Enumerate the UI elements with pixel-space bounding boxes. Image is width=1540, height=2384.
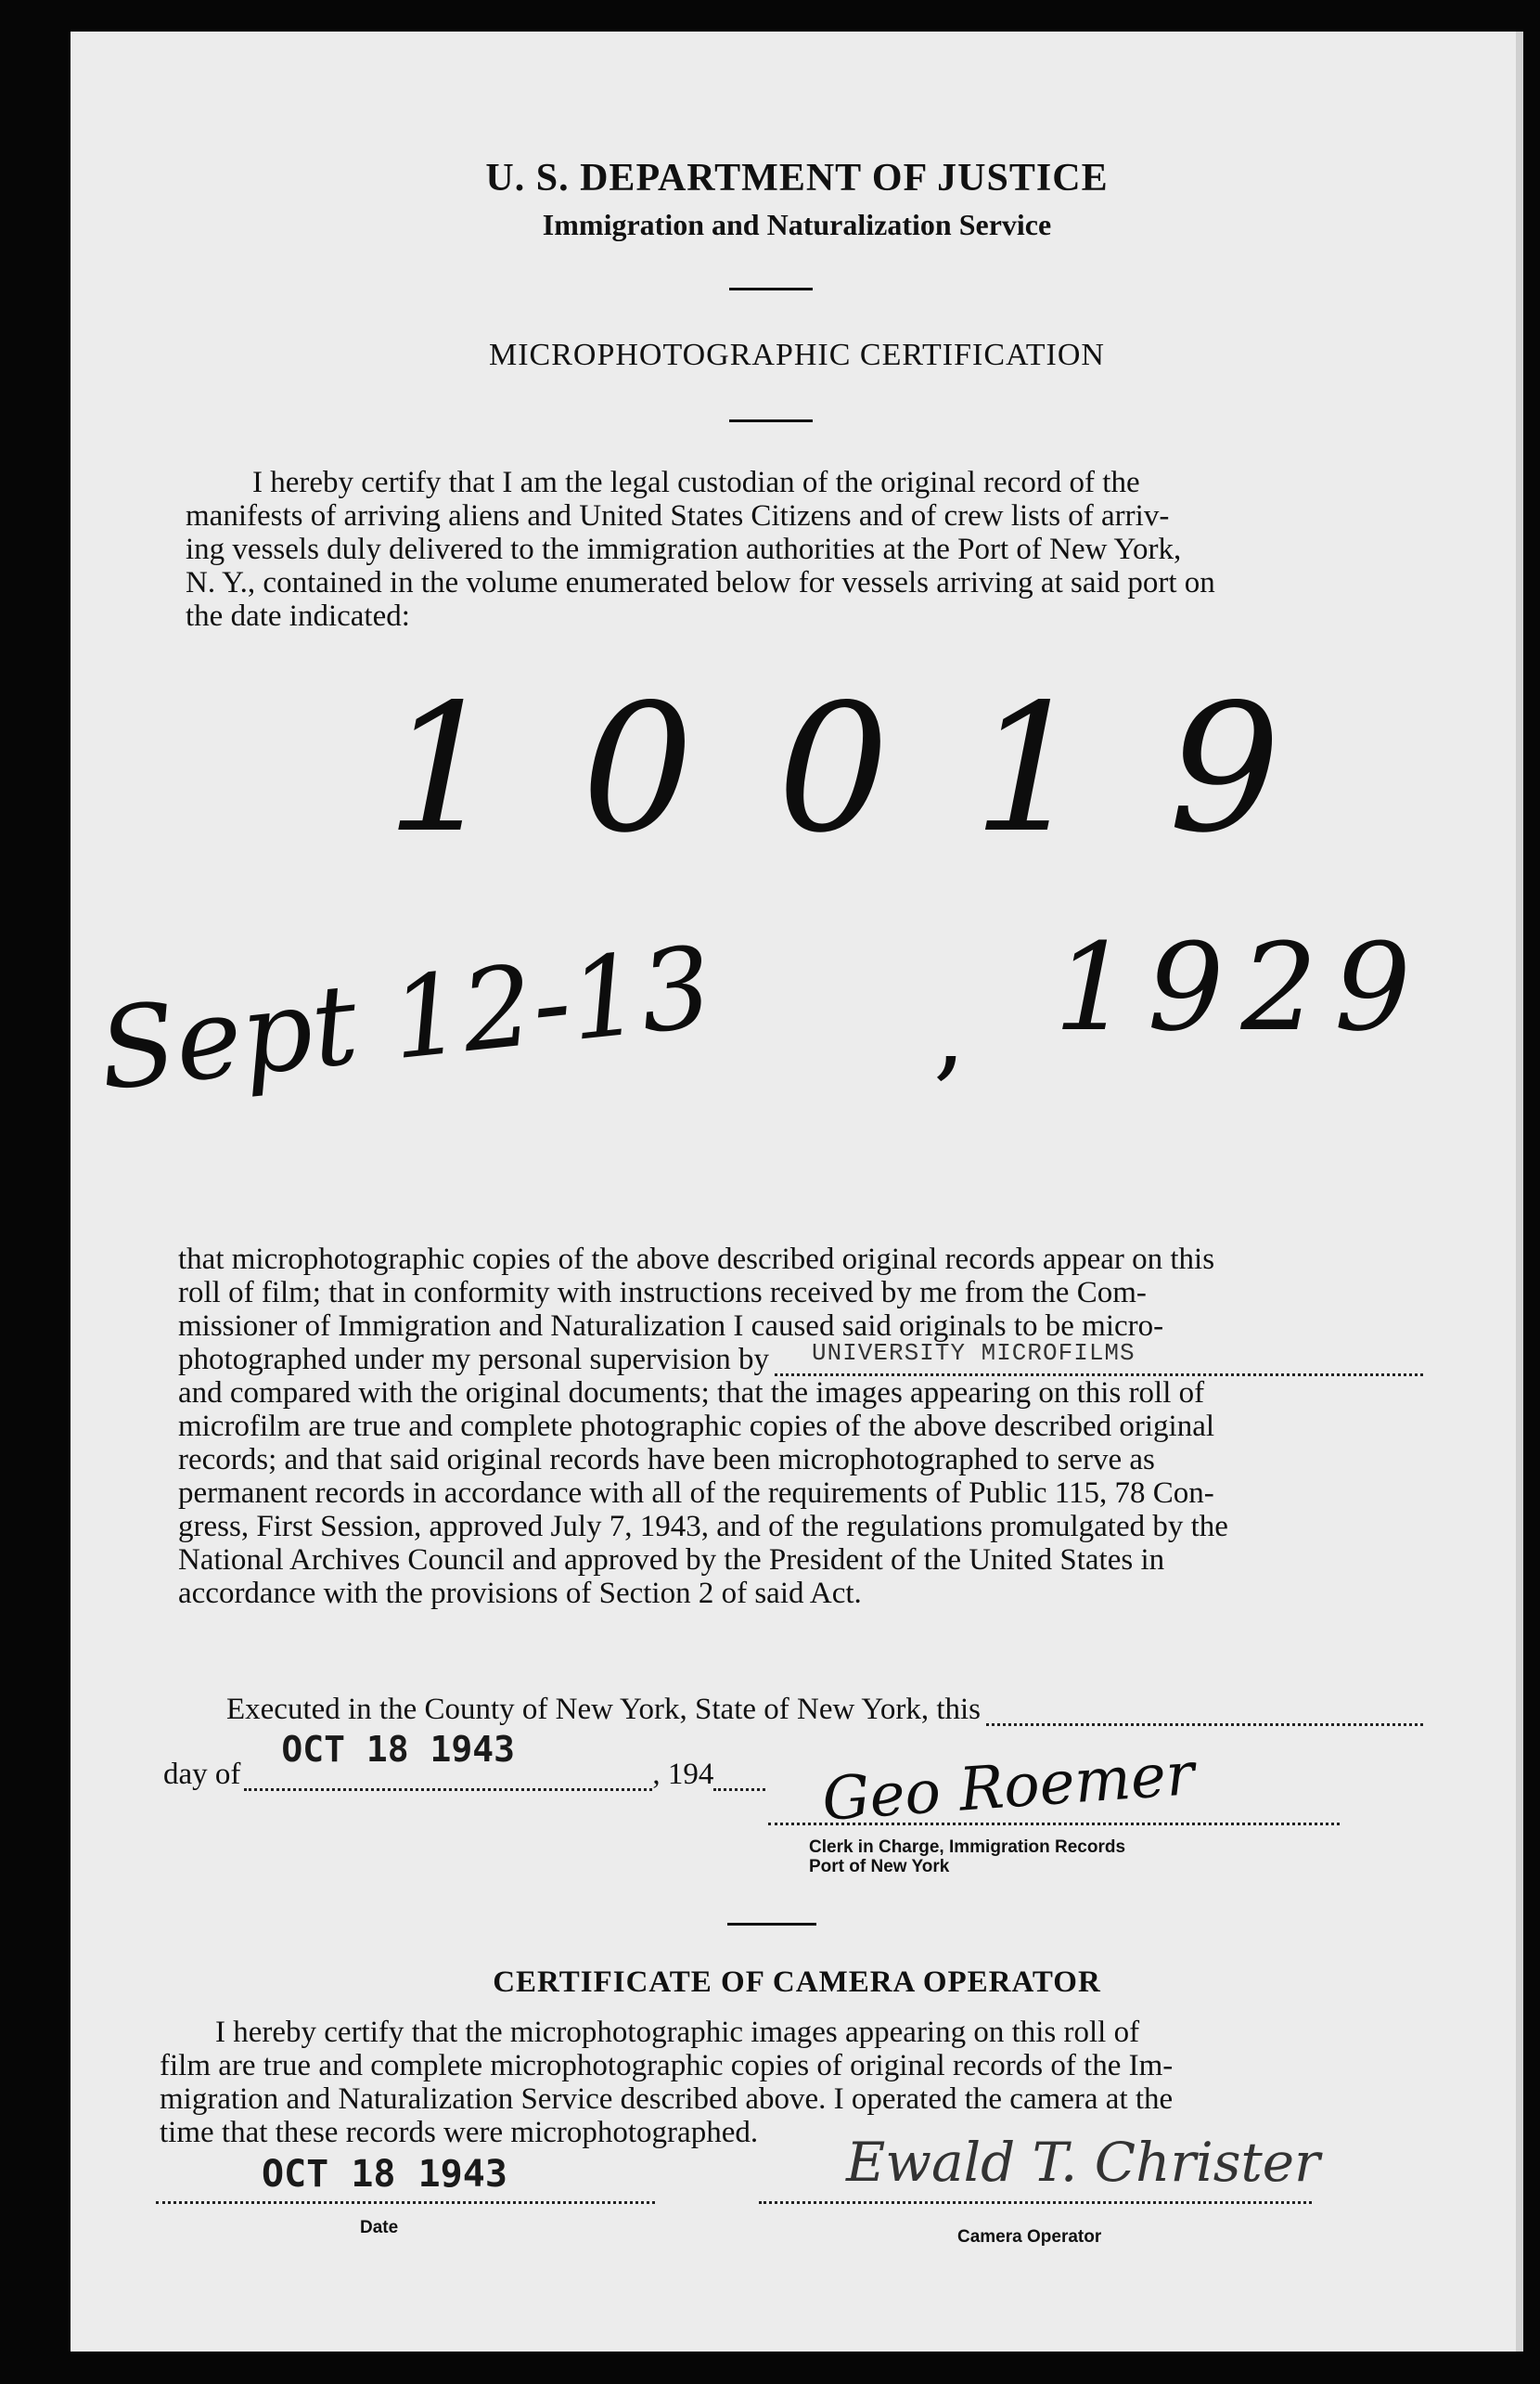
cert-line: accordance with the provisions of Section 2 of said Act. xyxy=(178,1577,862,1610)
operator-line: film are true and complete microphotographic copies of original records of the Im- xyxy=(160,2049,1174,2082)
month-field xyxy=(244,1729,652,1791)
comma-mark: , xyxy=(933,973,966,1091)
cert-line: that microphotographic copies of the above described original records appear on this xyxy=(178,1243,1215,1276)
supervisor-name: UNIVERSITY MICROFILMS xyxy=(811,1339,1136,1367)
operator-line: I hereby certify that the microphotographic images appearing on this roll of xyxy=(215,2016,1140,2049)
cert-line: missioner of Immigration and Naturalization I caused said originals to be micro- xyxy=(178,1309,1164,1343)
divider xyxy=(729,288,813,290)
statement-line: I hereby certify that I am the legal custodian of the original record of the xyxy=(252,466,1140,499)
statement-line: manifests of arriving aliens and United States Citizens and of crew lists of arriv- xyxy=(186,499,1170,533)
handwritten-dates: Sept 12-13 xyxy=(93,922,718,1116)
day-of-label: day of xyxy=(163,1758,241,1791)
day-of-line xyxy=(163,1729,868,1791)
year-suffix: , 194 xyxy=(652,1758,714,1791)
date-label: Date xyxy=(360,2218,399,2237)
supervision-line xyxy=(178,1339,1423,1376)
statement-line: the date indicated: xyxy=(186,599,410,633)
handwritten-year: 1929 xyxy=(1054,917,1428,1058)
form-title: MICROPHOTOGRAPHIC CERTIFICATION xyxy=(488,338,1105,372)
clerk-title-line: Port of New York xyxy=(809,1857,950,1876)
statement-line: N. Y., contained in the volume enumerated below for vessels arriving at said port on xyxy=(186,566,1215,599)
service-subheading: Immigration and Naturalization Service xyxy=(542,208,1052,241)
cert-line: microfilm are true and complete photographic copies of the above described original xyxy=(178,1410,1215,1443)
custodian-statement xyxy=(186,466,1444,633)
supervision-prefix: photographed under my personal supervision by xyxy=(178,1343,769,1376)
day-field xyxy=(986,1695,1423,1726)
signature-line xyxy=(768,1823,1340,1825)
cert-line: permanent records in accordance with all of the requirements of Public 115, 78 Con- xyxy=(178,1476,1214,1510)
cert-line: and compared with the original documents; that the images appearing on this roll of xyxy=(178,1376,1205,1410)
volume-number: 10019 xyxy=(386,666,1365,871)
divider xyxy=(729,419,813,422)
year-field xyxy=(713,1760,765,1791)
cert-line: gress, First Session, approved July 7, 1943, and of the regulations promulgated by the xyxy=(178,1510,1228,1543)
operator-line: migration and Naturalization Service described above. I operated the camera at the xyxy=(160,2082,1174,2116)
cert-line: roll of film; that in conformity with instructions received by me from the Com- xyxy=(178,1276,1147,1309)
certificate-page xyxy=(71,32,1523,2352)
clerk-title xyxy=(809,1837,1125,1876)
camera-operator-text xyxy=(160,2016,1403,2149)
statement-line: ing vessels duly delivered to the immigration authorities at the Port of New York, xyxy=(186,533,1182,566)
operator-signature-line xyxy=(759,2201,1312,2204)
cert-line: National Archives Council and approved by the President of the United States in xyxy=(178,1543,1165,1577)
date-line xyxy=(156,2201,655,2204)
operator-date-stamp: OCT 18 1943 xyxy=(262,2153,507,2196)
clerk-title-line: Clerk in Charge, Immigration Records xyxy=(809,1837,1126,1857)
operator-signature: Ewald T. Christer xyxy=(846,2131,1320,2194)
supervisor-field xyxy=(775,1339,1423,1376)
operator-label: Camera Operator xyxy=(957,2227,1102,2247)
operator-line: time that these records were microphotographed. xyxy=(160,2116,759,2149)
divider xyxy=(727,1923,816,1926)
clerk-signature: Geo Roemer xyxy=(819,1740,1197,1835)
executed-text: Executed in the County of New York, State of New York, this xyxy=(226,1693,982,1726)
date-stamp: OCT 18 1943 xyxy=(281,1729,516,1770)
cert-line: records; and that said original records have been microphotographed to serve as xyxy=(178,1443,1155,1476)
department-heading: U. S. DEPARTMENT OF JUSTICE xyxy=(485,157,1109,200)
certification-text xyxy=(178,1243,1423,1610)
executed-line xyxy=(226,1693,1423,1726)
camera-operator-title: CERTIFICATE OF CAMERA OPERATOR xyxy=(493,1965,1101,1999)
